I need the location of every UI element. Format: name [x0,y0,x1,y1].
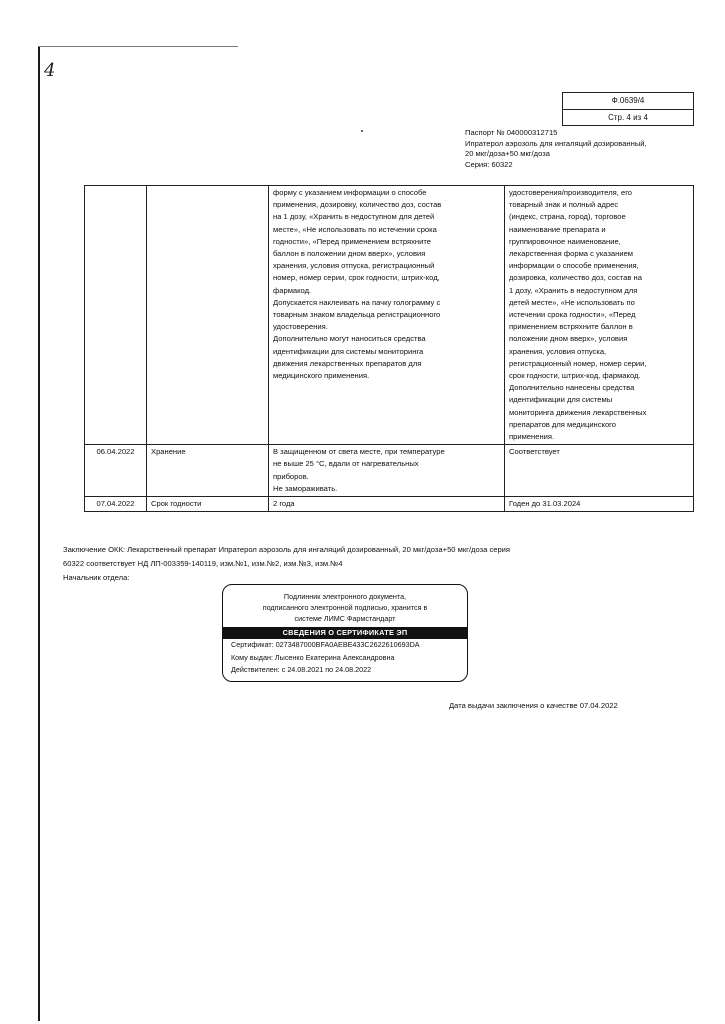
department-head-label: Начальник отдела: [63,573,130,582]
stamp-intro: Подлинник электронного документа, подписанного электронной подписью, хранится в системе ЛИМС Фармстандарт [262,592,428,623]
certificate-validity: Действителен: с 24.08.2021 по 24.08.2022 [231,665,372,674]
test-result: Соответствует [505,445,694,497]
test-indicator [147,186,269,445]
test-results-table [84,185,694,512]
passport-number: Паспорт № 040000312715 [465,128,558,137]
test-indicator: Срок годности [147,497,269,512]
stamp-certificate-header: СВЕДЕНИЯ О СЕРТИФИКАТЕ ЭП [223,627,467,639]
test-requirement: 2 года [269,497,505,512]
handwritten-mark: 4 [44,60,56,81]
test-result: удостоверения/производителя, его товарный знак и полный адрес (индекс, страна, город), торговое наименование препарата и группировочное наименование, лекарственная форма с указанием информации о способе применения, дозировка, количество доз, состав на 1 дозу, «Хранить в недоступном для детей месте», «Не использовать по истечении срока годности», «Перед применением встряхните баллон в положении дном вверх», условия хранения, условия отпуска, регистрационный номер, номер серии, срок годности, штрих-код, фармакод. Дополнительно нанесены средства идентификации для системы мониторинга движения лекарственных препаратов для медицинского применения. [505,186,694,445]
page-number: Стр. 4 из 4 [563,109,693,126]
test-date [85,186,147,445]
certificate-number: Сертификат: 0273487000BFA0AEBE433C2622610693DA [231,640,420,649]
scan-speck [361,130,363,132]
test-requirement: В защищенном от света месте, при температуре не выше 25 °С, вдали от нагревательных приборов. Не замораживать. [269,445,505,497]
test-date: 06.04.2022 [85,445,147,497]
issue-date: Дата выдачи заключения о качестве 07.04.2022 [449,701,618,710]
test-date: 07.04.2022 [85,497,147,512]
test-indicator: Хранение [147,445,269,497]
product-name: Ипратерол аэрозоль для ингаляций дозированный, [465,138,647,148]
page-top-edge [38,46,238,47]
form-code-box [562,92,694,126]
table-row [85,445,694,497]
form-code: Ф.0639/4 [611,96,645,105]
page-left-edge [38,46,40,1021]
test-requirement: форму с указанием информации о способе применения, дозировку, количество доз, состав на 1 дозу, «Хранить в недоступном для детей месте», «Не использовать по истечении срока годности», «Перед применением встряхните баллон в положении дном вверх», условия хранения, условия отпуска, регистрационный номер, номер серии, срок годности, штрих-код, фармакод. Допускается наклеивать на пачку голограмму с товарным знаком владельца регистрационного удостоверения. Дополнительно могут наноситься средства идентификации для системы мониторинга движения лекарственных препаратов для медицинского применения. [269,186,505,445]
table-row [85,186,694,445]
product-dose: 20 мкг/доза+50 мкг/доза [465,149,550,158]
test-result: Годен до 31.03.2024 [505,497,694,512]
certificate-owner: Кому выдан: Лысенко Екатерина Александровна [231,652,395,662]
conclusion-text: Заключение ОКК: Лекарственный препарат Ипратерол аэрозоль для ингаляций дозированный, 20 мкг/доза+50 мкг/доза серия 60322 соответствует НД ЛП-003359-140119, изм.№1, изм.№2, изм.№3, изм.№4 [63,545,511,568]
qc-conclusion [63,543,623,585]
passport-block [465,128,647,170]
product-series: Серия: 60322 [465,159,513,169]
table-row [85,497,694,512]
e-signature-stamp [222,584,468,682]
